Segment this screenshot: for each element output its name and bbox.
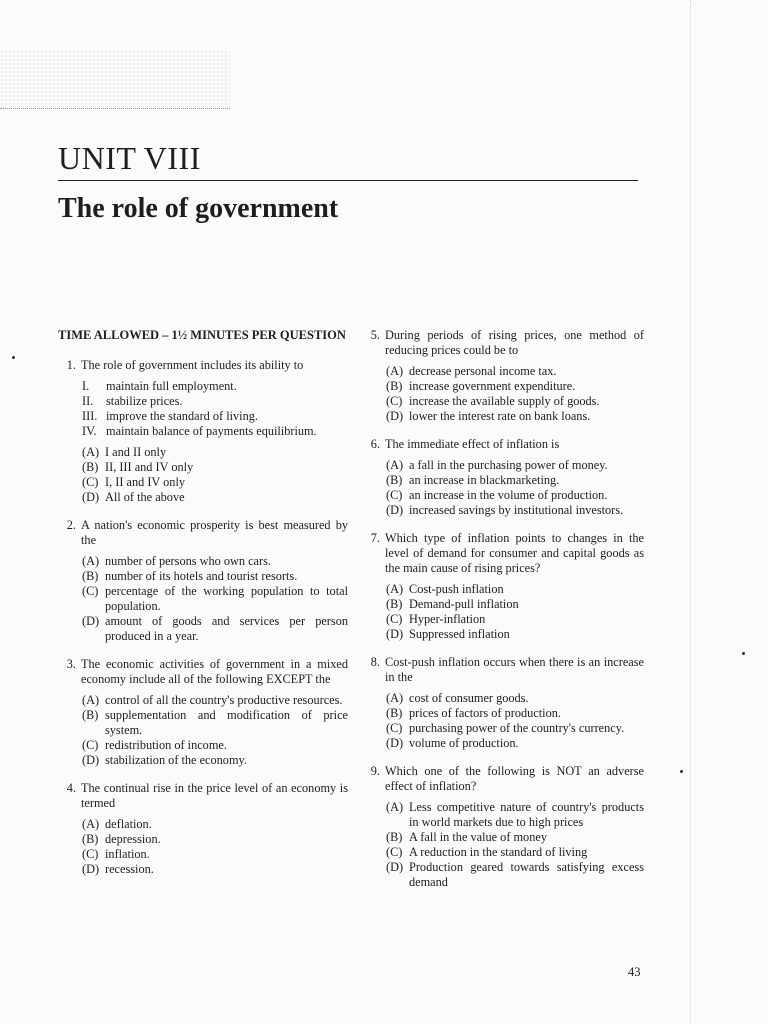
question-stem bbox=[362, 437, 644, 452]
option-text: increase the available supply of goods. bbox=[409, 394, 600, 408]
question-number: 8. bbox=[370, 655, 380, 669]
statement bbox=[82, 409, 348, 424]
question-number: 7. bbox=[370, 531, 380, 545]
question-number: 4. bbox=[66, 781, 76, 795]
answer-option bbox=[82, 554, 348, 569]
option-text: number of persons who own cars. bbox=[105, 554, 271, 568]
question bbox=[362, 437, 644, 518]
answer-option bbox=[386, 860, 644, 890]
option-text: redistribution of income. bbox=[105, 738, 227, 752]
option-text: I and II only bbox=[105, 445, 167, 459]
scan-dot bbox=[12, 356, 15, 359]
answer-option bbox=[386, 503, 644, 518]
question bbox=[362, 328, 644, 424]
question bbox=[362, 764, 644, 890]
answer-option bbox=[82, 584, 348, 614]
option-list bbox=[82, 445, 348, 505]
question-text: The economic activities of government in a mixed economy include all of the following EXCEPT the bbox=[81, 657, 348, 686]
answer-option bbox=[82, 569, 348, 584]
page-edge-shadow bbox=[690, 0, 768, 1024]
answer-option bbox=[386, 582, 644, 597]
option-text: cost of consumer goods. bbox=[409, 691, 529, 705]
question-stem bbox=[58, 657, 348, 687]
question-stem bbox=[362, 328, 644, 358]
option-letter: (D) bbox=[386, 627, 404, 641]
time-allowed: TIME ALLOWED – 1½ MINUTES PER QUESTION bbox=[58, 328, 346, 342]
answer-option bbox=[386, 706, 644, 721]
question-list-left bbox=[58, 358, 348, 877]
left-column bbox=[58, 328, 348, 890]
answer-option bbox=[386, 364, 644, 379]
answer-option bbox=[82, 693, 348, 708]
answer-option bbox=[82, 445, 348, 460]
right-column bbox=[362, 328, 644, 903]
answer-option bbox=[386, 627, 644, 642]
option-text: an increase in blackmarketing. bbox=[409, 473, 560, 487]
page-number: 43 bbox=[628, 965, 641, 979]
option-list bbox=[386, 800, 644, 890]
option-text: percentage of the working population to total population. bbox=[105, 584, 348, 613]
answer-option bbox=[386, 800, 644, 830]
option-letter: (A) bbox=[82, 445, 100, 459]
statement-text: stabilize prices. bbox=[106, 394, 183, 408]
option-text: amount of goods and services per person produced in a year. bbox=[105, 614, 348, 643]
option-list bbox=[386, 582, 644, 642]
unit-title: UNIT VIII bbox=[58, 140, 201, 176]
option-list bbox=[386, 458, 644, 518]
option-letter: (A) bbox=[82, 693, 100, 707]
option-letter: (C) bbox=[82, 847, 99, 861]
answer-option bbox=[386, 830, 644, 845]
option-letter: (C) bbox=[82, 475, 99, 489]
question-text: Cost-push inflation occurs when there is an increase in the bbox=[385, 655, 644, 684]
question-number: 1. bbox=[66, 358, 76, 372]
option-letter: (B) bbox=[82, 708, 99, 722]
answer-option bbox=[82, 753, 348, 768]
statement-number: III. bbox=[82, 409, 98, 423]
option-text: volume of production. bbox=[409, 736, 519, 750]
option-letter: (A) bbox=[386, 582, 404, 596]
answer-option bbox=[386, 458, 644, 473]
option-letter: (A) bbox=[82, 817, 100, 831]
scan-speckle bbox=[0, 50, 230, 110]
option-letter: (A) bbox=[386, 691, 404, 705]
option-text: inflation. bbox=[105, 847, 150, 861]
answer-option bbox=[386, 394, 644, 409]
question-text: During periods of rising prices, one method of reducing prices could be to bbox=[385, 328, 644, 357]
option-letter: (B) bbox=[386, 597, 403, 611]
answer-option bbox=[82, 708, 348, 738]
question bbox=[58, 657, 348, 768]
option-text: stabilization of the economy. bbox=[105, 753, 247, 767]
scan-dot bbox=[680, 770, 683, 773]
title-rule bbox=[58, 180, 638, 181]
answer-option bbox=[386, 409, 644, 424]
option-text: control of all the country's productive resources. bbox=[105, 693, 343, 707]
statement-number: IV. bbox=[82, 424, 97, 438]
answer-option bbox=[386, 612, 644, 627]
question-stem bbox=[362, 764, 644, 794]
option-letter: (C) bbox=[386, 394, 403, 408]
option-text: increased savings by institutional investors. bbox=[409, 503, 624, 517]
option-letter: (A) bbox=[82, 554, 100, 568]
question-stem bbox=[362, 655, 644, 685]
answer-option bbox=[82, 738, 348, 753]
question-text: The continual rise in the price level of an economy is termed bbox=[81, 781, 348, 810]
option-list bbox=[82, 554, 348, 644]
option-text: decrease personal income tax. bbox=[409, 364, 557, 378]
option-text: A reduction in the standard of living bbox=[409, 845, 588, 859]
answer-option bbox=[386, 597, 644, 612]
option-letter: (D) bbox=[82, 753, 100, 767]
answer-option bbox=[82, 862, 348, 877]
option-list bbox=[82, 817, 348, 877]
option-letter: (C) bbox=[386, 721, 403, 735]
answer-option bbox=[82, 832, 348, 847]
option-letter: (B) bbox=[386, 706, 403, 720]
option-letter: (C) bbox=[82, 738, 99, 752]
option-letter: (A) bbox=[386, 458, 404, 472]
question bbox=[58, 781, 348, 877]
answer-option bbox=[386, 721, 644, 736]
option-text: recession. bbox=[105, 862, 154, 876]
option-text: an increase in the volume of production. bbox=[409, 488, 608, 502]
question-number: 2. bbox=[66, 518, 76, 532]
question-number: 6. bbox=[370, 437, 380, 451]
answer-option bbox=[82, 614, 348, 644]
option-letter: (A) bbox=[386, 800, 404, 814]
option-text: I, II and IV only bbox=[105, 475, 186, 489]
option-text: a fall in the purchasing power of money. bbox=[409, 458, 608, 472]
question-stem bbox=[58, 518, 348, 548]
statement bbox=[82, 394, 348, 409]
chapter-title: The role of government bbox=[58, 193, 339, 224]
option-letter: (C) bbox=[386, 612, 403, 626]
scan-dot bbox=[742, 652, 745, 655]
question-number: 9. bbox=[370, 764, 380, 778]
option-letter: (C) bbox=[82, 584, 99, 598]
answer-option bbox=[386, 488, 644, 503]
option-list bbox=[386, 364, 644, 424]
option-text: number of its hotels and tourist resorts. bbox=[105, 569, 298, 583]
question-text: Which type of inflation points to changes in the level of demand for consumer and capital goods as the main cause of rising prices? bbox=[385, 531, 644, 575]
answer-option bbox=[386, 691, 644, 706]
question bbox=[362, 531, 644, 642]
option-letter: (B) bbox=[82, 569, 99, 583]
option-text: Production geared towards satisfying excess demand bbox=[409, 860, 644, 889]
answer-option bbox=[386, 473, 644, 488]
option-letter: (C) bbox=[386, 488, 403, 502]
option-text: Suppressed inflation bbox=[409, 627, 510, 641]
answer-option bbox=[82, 490, 348, 505]
option-text: depression. bbox=[105, 832, 161, 846]
statement-number: I. bbox=[82, 379, 90, 393]
statement-text: maintain balance of payments equilibrium. bbox=[106, 424, 317, 438]
option-text: A fall in the value of money bbox=[409, 830, 547, 844]
answer-option bbox=[386, 845, 644, 860]
question bbox=[362, 655, 644, 751]
question-text: The role of government includes its ability to bbox=[81, 358, 304, 372]
answer-option bbox=[82, 460, 348, 475]
statement bbox=[82, 379, 348, 394]
answer-option bbox=[386, 379, 644, 394]
question-text: Which one of the following is NOT an adverse effect of inflation? bbox=[385, 764, 644, 793]
question-number: 3. bbox=[66, 657, 76, 671]
question-stem bbox=[362, 531, 644, 576]
statement-text: improve the standard of living. bbox=[106, 409, 258, 423]
option-text: II, III and IV only bbox=[105, 460, 194, 474]
question-list-right bbox=[362, 328, 644, 890]
option-list bbox=[386, 691, 644, 751]
question-text: The immediate effect of inflation is bbox=[385, 437, 560, 451]
question-stem bbox=[58, 358, 348, 373]
option-text: Cost-push inflation bbox=[409, 582, 504, 596]
option-letter: (B) bbox=[82, 832, 99, 846]
option-letter: (D) bbox=[82, 614, 100, 628]
statement bbox=[82, 424, 348, 439]
question bbox=[58, 518, 348, 644]
answer-option bbox=[386, 736, 644, 751]
question-stem bbox=[58, 781, 348, 811]
option-text: Hyper-inflation bbox=[409, 612, 486, 626]
option-letter: (D) bbox=[386, 409, 404, 423]
top-dotted-rule bbox=[0, 108, 230, 109]
answer-option bbox=[82, 475, 348, 490]
option-text: supplementation and modification of price system. bbox=[105, 708, 348, 737]
option-text: lower the interest rate on bank loans. bbox=[409, 409, 591, 423]
option-letter: (D) bbox=[386, 860, 404, 874]
option-letter: (D) bbox=[386, 503, 404, 517]
statement-number: II. bbox=[82, 394, 94, 408]
option-text: purchasing power of the country's currency. bbox=[409, 721, 625, 735]
option-letter: (B) bbox=[82, 460, 99, 474]
option-letter: (D) bbox=[82, 862, 100, 876]
answer-option bbox=[82, 847, 348, 862]
option-letter: (B) bbox=[386, 379, 403, 393]
option-text: prices of factors of production. bbox=[409, 706, 561, 720]
option-letter: (B) bbox=[386, 473, 403, 487]
option-text: Less competitive nature of country's products in world markets due to high prices bbox=[409, 800, 644, 829]
option-text: deflation. bbox=[105, 817, 152, 831]
statement-text: maintain full employment. bbox=[106, 379, 237, 393]
option-letter: (D) bbox=[386, 736, 404, 750]
question bbox=[58, 358, 348, 505]
option-text: increase government expenditure. bbox=[409, 379, 576, 393]
option-letter: (D) bbox=[82, 490, 100, 504]
option-letter: (B) bbox=[386, 830, 403, 844]
option-letter: (C) bbox=[386, 845, 403, 859]
question-text: A nation's economic prosperity is best measured by the bbox=[81, 518, 348, 547]
question-number: 5. bbox=[370, 328, 380, 342]
option-list bbox=[82, 693, 348, 768]
answer-option bbox=[82, 817, 348, 832]
statement-list bbox=[82, 379, 348, 439]
option-letter: (A) bbox=[386, 364, 404, 378]
option-text: Demand-pull inflation bbox=[409, 597, 519, 611]
option-text: All of the above bbox=[105, 490, 185, 504]
